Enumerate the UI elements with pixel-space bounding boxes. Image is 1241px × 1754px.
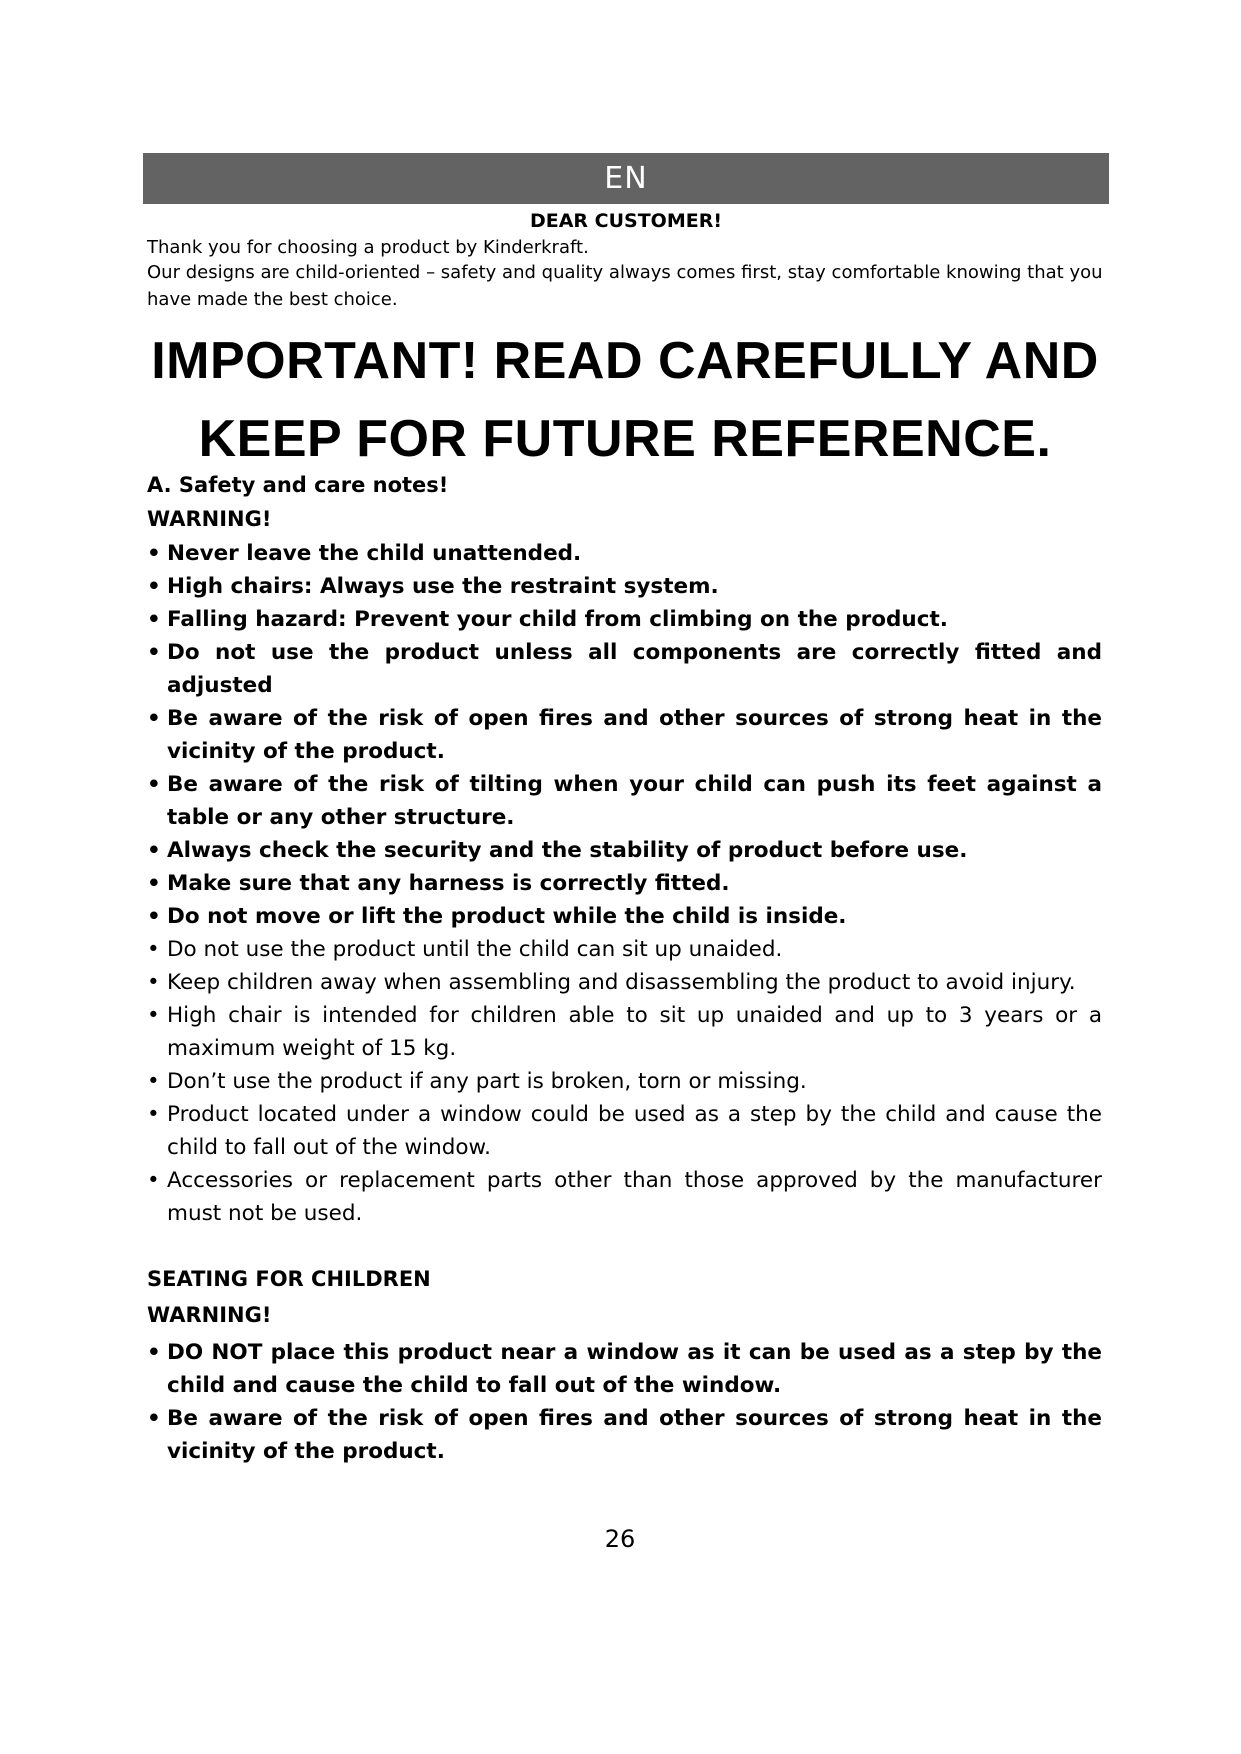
bullet-icon: • [147,937,160,962]
bullet-icon: • [147,838,161,863]
seating-section-title: SEATING FOR CHILDREN [147,1267,431,1291]
list-item: • Accessories or replacement parts other than those approved by the manufacturer must not be used. [147,1164,1102,1230]
greeting-line-3: have made the best choice. [147,289,398,310]
bullet-icon: • [147,1069,160,1094]
section-a-warning: WARNING! [147,507,272,531]
seating-section-warning: WARNING! [147,1303,272,1327]
list-item: • High chairs: Always use the restraint system. [147,570,1102,603]
list-item: • Do not use the product until the child can sit up unaided. [147,933,1102,966]
list-item: • High chair is intended for children able to sit up unaided and up to 3 years or a maximum weight of 15 kg. [147,999,1102,1065]
list-item: • Keep children away when assembling and disassembling the product to avoid injury. [147,966,1102,999]
safety-notes-list [147,537,1102,1230]
greeting-title: DEAR CUSTOMER! [529,210,723,232]
list-item: • Do not use the product unless all components are correctly fitted and adjusted [147,636,1102,702]
greeting-line-1: Thank you for choosing a product by Kinderkraft. [147,237,589,258]
bullet-icon: • [147,574,161,599]
important-heading-line-2: KEEP FOR FUTURE REFERENCE. [198,410,1052,468]
list-item: • Be aware of the risk of open fires and other sources of strong heat in the vicinity of the product. [147,702,1102,768]
list-item: • Do not move or lift the product while the child is inside. [147,900,1102,933]
bullet-icon: • [147,772,161,797]
bullet-icon: • [147,1003,160,1028]
list-item: • Be aware of the risk of tilting when your child can push its feet against a table or any other structure. [147,768,1102,834]
list-item: • Falling hazard: Prevent your child from climbing on the product. [147,603,1102,636]
bullet-icon: • [147,1406,161,1431]
bullet-icon: • [147,607,161,632]
bullet-icon: • [147,640,161,665]
bullet-icon: • [147,1168,160,1193]
important-heading-line-1: IMPORTANT! READ CAREFULLY AND [151,332,1099,390]
bullet-icon: • [147,541,161,566]
bullet-icon: • [147,1102,160,1127]
bullet-icon: • [147,904,161,929]
greeting-line-2: Our designs are child-oriented – safety and quality always comes first, stay comfortable knowing that you [147,262,1103,283]
bullet-icon: • [147,706,161,731]
list-item: • DO NOT place this product near a window as it can be used as a step by the child and cause the child to fall out of the window. [147,1336,1102,1402]
list-item: • Product located under a window could be used as a step by the child and cause the child to fall out of the window. [147,1098,1102,1164]
seating-warnings-list [147,1336,1102,1468]
list-item: • Don’t use the product if any part is broken, torn or missing. [147,1065,1102,1098]
important-heading [140,322,1110,478]
list-item: • Make sure that any harness is correctly fitted. [147,867,1102,900]
bullet-icon: • [147,871,161,896]
list-item: • Never leave the child unattended. [147,537,1102,570]
section-a-title: A. Safety and care notes! [147,473,449,497]
language-header-bar [143,153,1109,204]
list-item: • Always check the security and the stability of product before use. [147,834,1102,867]
language-label: EN [604,161,648,196]
bullet-icon: • [147,970,160,995]
bullet-icon: • [147,1340,161,1365]
page-number: 26 [604,1525,636,1553]
list-item: • Be aware of the risk of open fires and other sources of strong heat in the vicinity of the product. [147,1402,1102,1468]
